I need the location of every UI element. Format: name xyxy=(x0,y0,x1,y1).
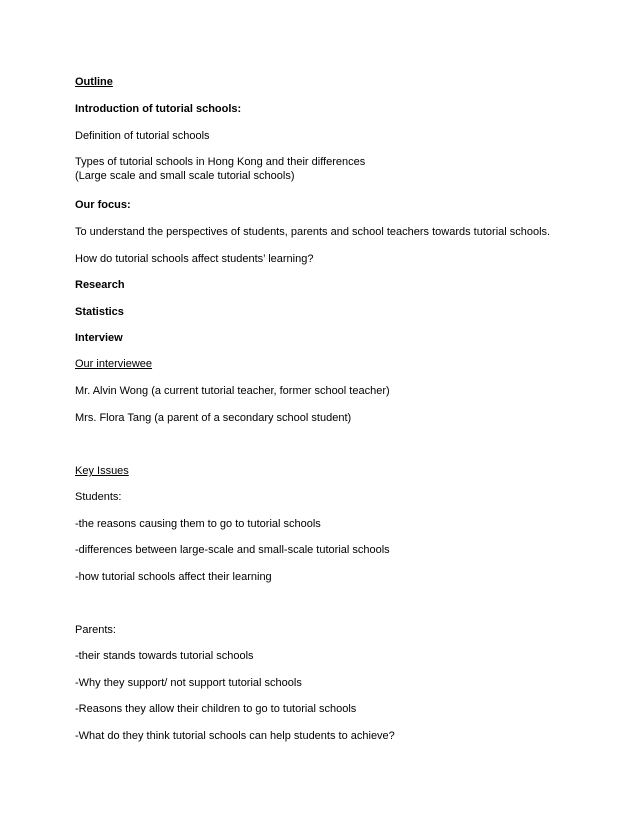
students-item-1: -the reasons causing them to go to tutorial schools xyxy=(75,518,321,530)
interviewee-1: Mr. Alvin Wong (a current tutorial teacher, former school teacher) xyxy=(75,385,390,397)
research-heading: Research xyxy=(75,279,125,291)
parents-item-2: -Why they support/ not support tutorial schools xyxy=(75,677,302,689)
parents-item-1: -their stands towards tutorial schools xyxy=(75,650,254,662)
types-line-2: (Large scale and small scale tutorial schools) xyxy=(75,170,295,182)
interview-heading: Interview xyxy=(75,332,123,344)
students-item-3: -how tutorial schools affect their learning xyxy=(75,571,272,583)
intro-heading: Introduction of tutorial schools: xyxy=(75,103,242,115)
types-paragraph xyxy=(75,155,365,183)
focus-item-1: To understand the perspectives of students, parents and school teachers towards tutorial schools. xyxy=(75,226,551,238)
key-issues-heading: Key Issues xyxy=(75,465,129,477)
students-item-2: -differences between large-scale and small-scale tutorial schools xyxy=(75,544,390,556)
outline-heading: Outline xyxy=(75,76,113,88)
students-label: Students: xyxy=(75,491,122,503)
statistics-heading: Statistics xyxy=(75,306,124,318)
parents-item-4: -What do they think tutorial schools can help students to achieve? xyxy=(75,730,395,742)
definition-line: Definition of tutorial schools xyxy=(75,130,210,142)
types-line-1: Types of tutorial schools in Hong Kong and their differences xyxy=(75,156,366,168)
parents-label: Parents: xyxy=(75,624,116,636)
focus-heading: Our focus: xyxy=(75,199,131,211)
focus-item-2: How do tutorial schools affect students’ learning? xyxy=(75,253,314,265)
interviewee-2: Mrs. Flora Tang (a parent of a secondary school student) xyxy=(75,412,352,424)
interviewee-heading: Our interviewee xyxy=(75,358,153,370)
parents-item-3: -Reasons they allow their children to go to tutorial schools xyxy=(75,703,357,715)
